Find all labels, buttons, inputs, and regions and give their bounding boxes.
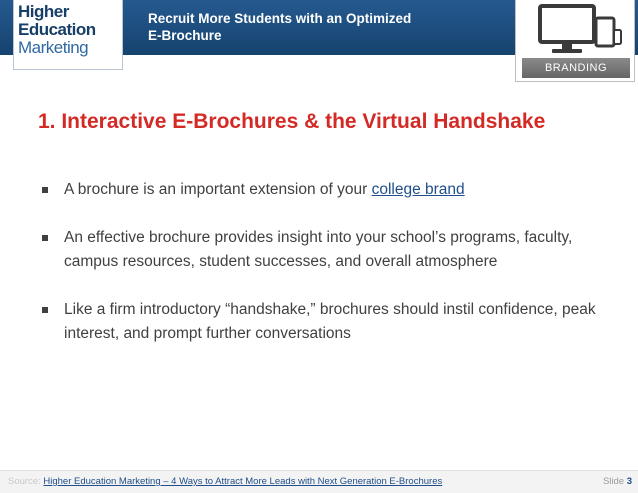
slide-title [148, 10, 508, 44]
logo-line-2: Education [18, 20, 96, 39]
source-link[interactable]: Higher Education Marketing – 4 Ways to Attract More Leads with Next Generation E-Brochures [43, 476, 443, 487]
slide-title-line-2: E-Brochure [148, 28, 222, 43]
bullet-text: An effective brochure provides insight into your school’s programs, faculty, campus resources, student successes, and overall atmosphere [64, 229, 573, 270]
bullet-square-icon [42, 187, 48, 193]
logo[interactable] [13, 0, 123, 70]
bullet-square-icon [42, 235, 48, 241]
bullet-text: Like a firm introductory “handshake,” brochures should instil confidence, peak interest, and prompt further conversations [64, 301, 596, 342]
slide-title-line-1: Recruit More Students with an Optimized [148, 11, 412, 26]
bullet-item [38, 226, 598, 274]
logo-line-3: Marketing [18, 38, 89, 57]
source-label: Source: [8, 476, 44, 487]
branding-label: BRANDING [522, 58, 630, 78]
bullet-item [38, 178, 598, 202]
footer-bar [0, 470, 638, 493]
slide-heading: 1. Interactive E-Brochures & the Virtual Handshake [38, 110, 546, 133]
bullet-item [38, 298, 598, 346]
bullet-list [38, 178, 598, 370]
branding-badge [515, 0, 635, 82]
slide-label: Slide [602, 476, 627, 487]
logo-line-1: Higher [18, 2, 69, 21]
devices-icon [536, 4, 622, 56]
source-citation [8, 471, 442, 493]
bullet-square-icon [42, 307, 48, 313]
slide-number [603, 471, 632, 493]
bullet-text: A brochure is an important extension of your [64, 181, 372, 198]
college-brand-link[interactable]: college brand [371, 181, 465, 198]
slide-number-value: 3 [626, 476, 632, 487]
